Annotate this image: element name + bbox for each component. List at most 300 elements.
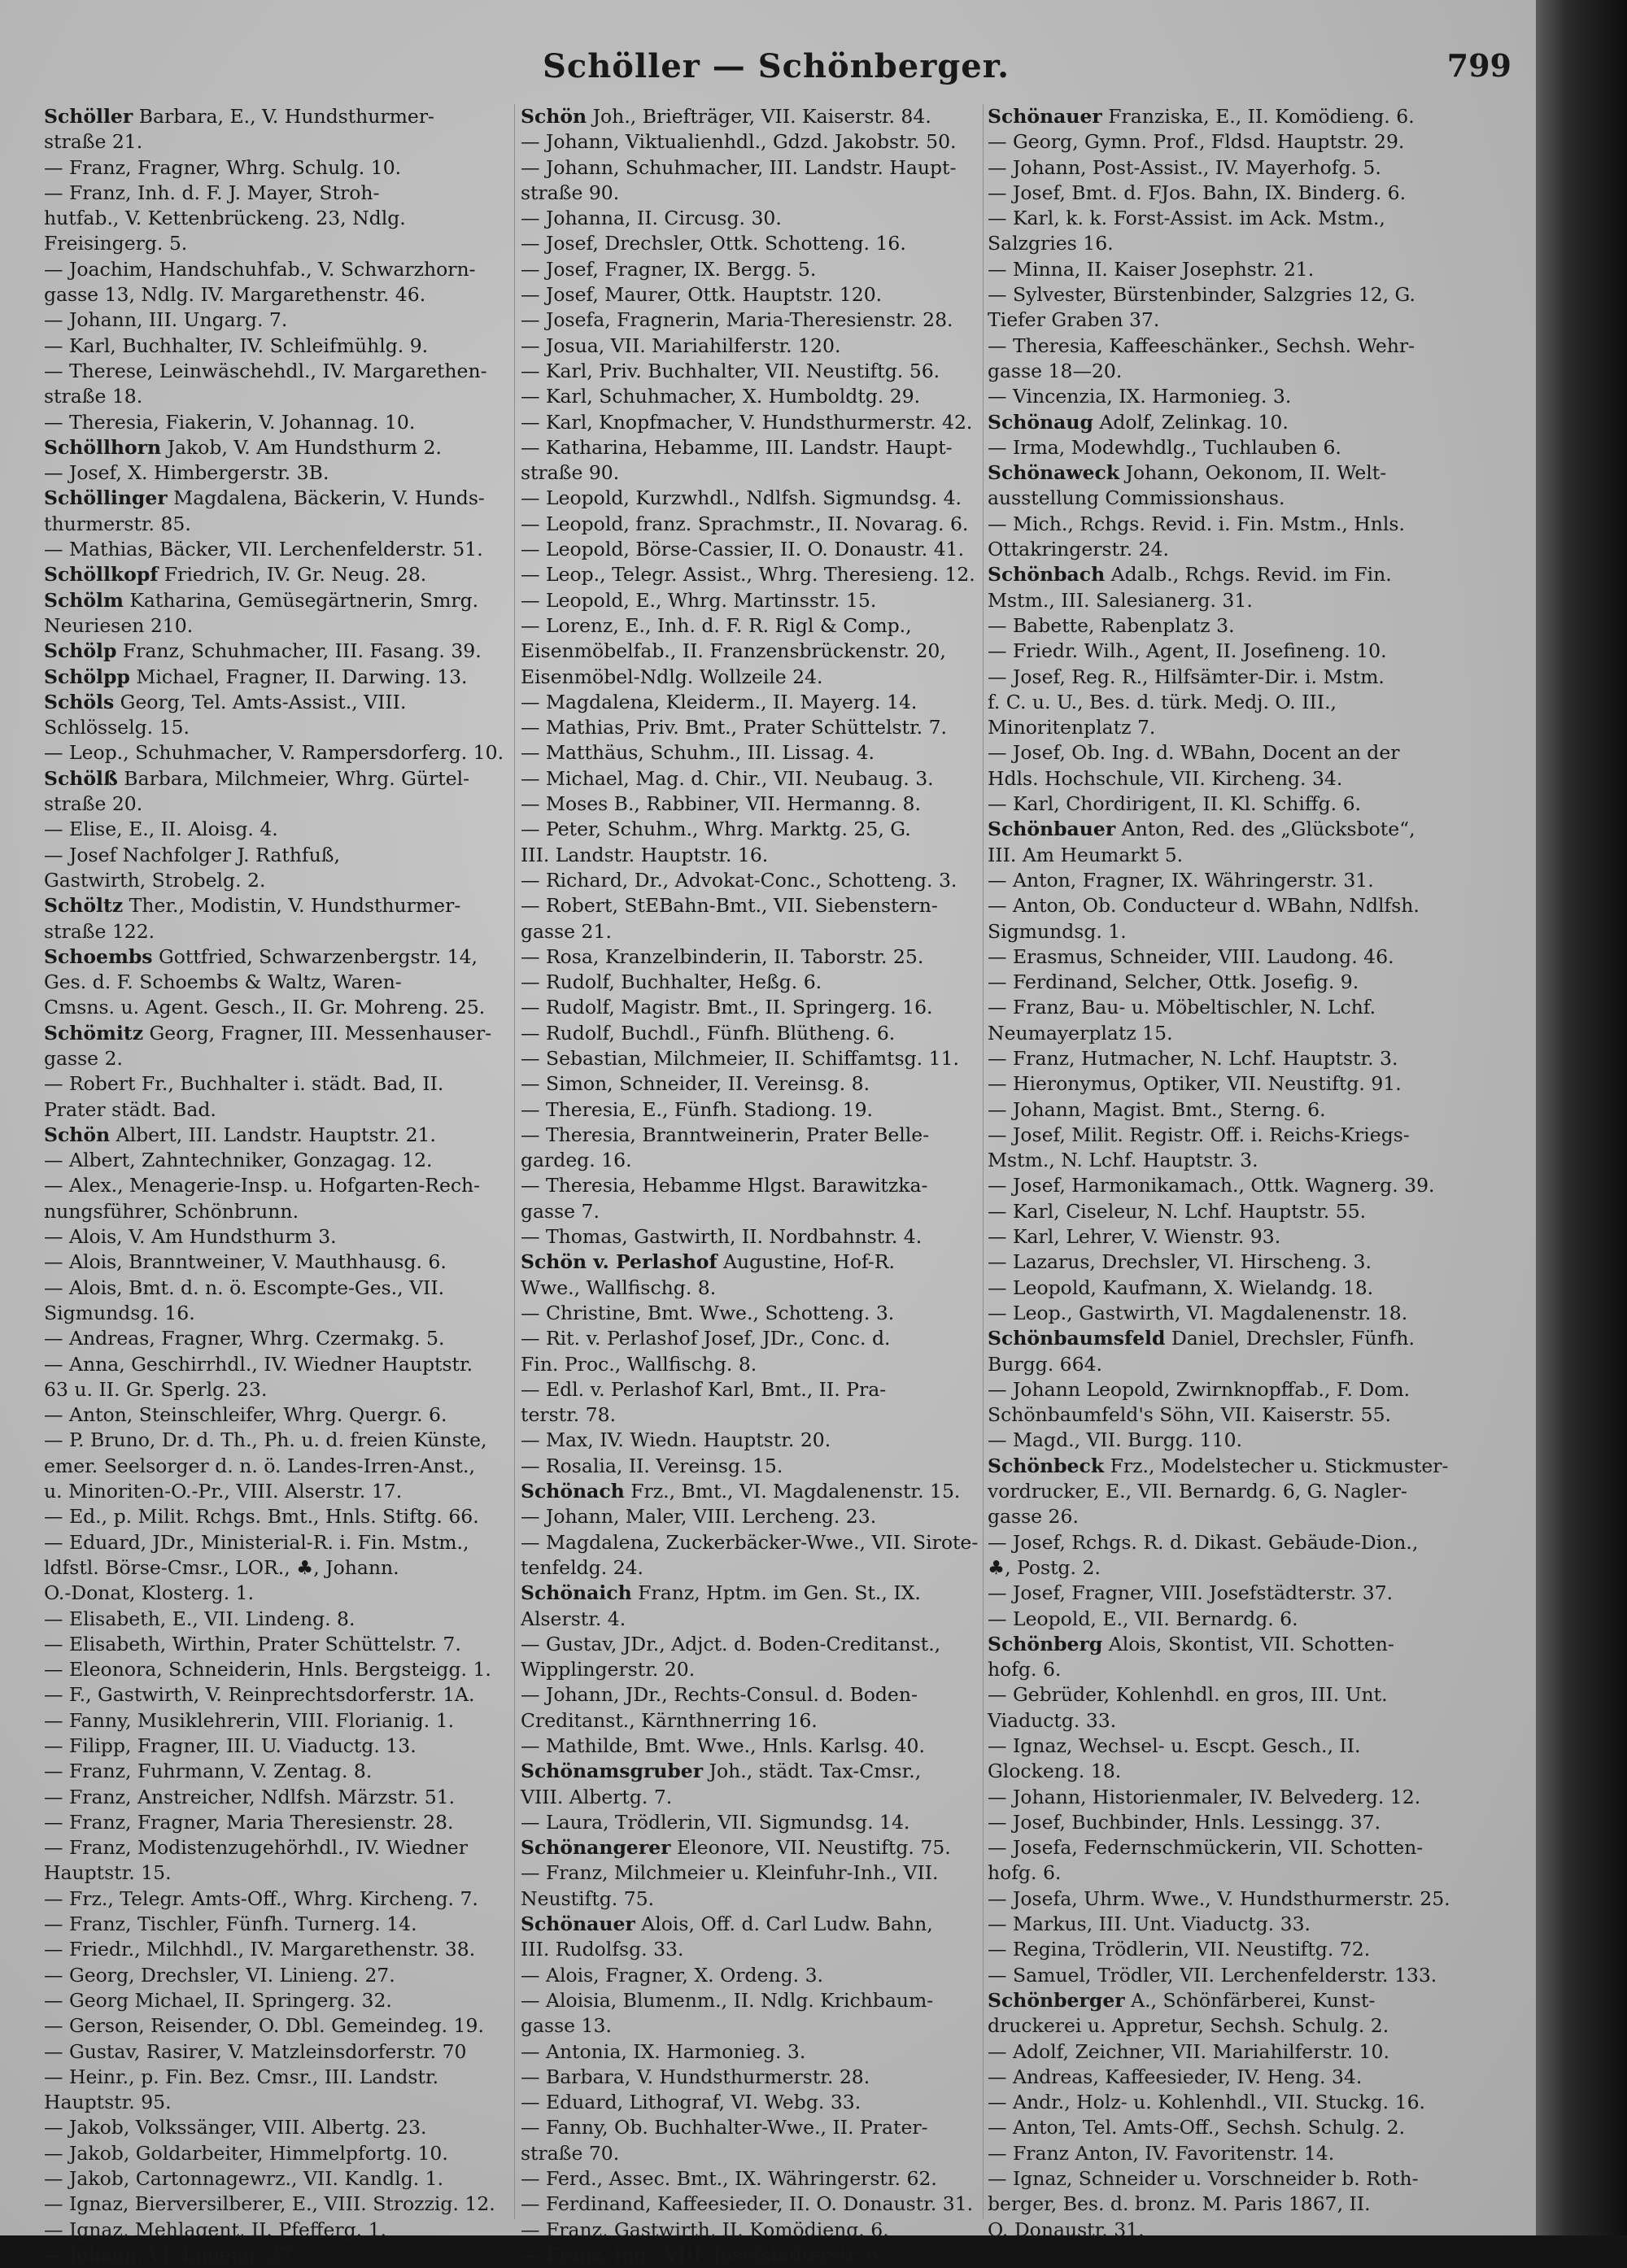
entry-text: hofg. 6. bbox=[988, 1658, 1062, 1681]
entry-text: — Alois, Bmt. d. n. ö. Escompte-Ges., VII. bbox=[44, 1276, 445, 1299]
entry-text: — Leop., Schuhmacher, V. Rampersdorferg. 10. bbox=[44, 741, 504, 765]
directory-entry bbox=[988, 766, 1524, 792]
directory-entry bbox=[988, 740, 1524, 765]
entry-text: O.-Donat, Klosterg. 1. bbox=[44, 1581, 255, 1605]
entry-text: — Aloisia, Blumenm., II. Ndlg. Krichbaum- bbox=[521, 1988, 934, 2012]
entry-text: — Georg, Gymn. Prof., Fldsd. Hauptstr. 29. bbox=[988, 130, 1405, 154]
surname-heading: Schön bbox=[44, 1123, 111, 1146]
directory-entry bbox=[988, 181, 1524, 206]
entry-text: — Jakob, Volkssänger, VIII. Albertg. 23. bbox=[44, 2116, 427, 2139]
entry-text: — Leopold, franz. Sprachmstr., II. Novarag. 6. bbox=[521, 512, 969, 535]
entry-text: — Theresia, Fiakerin, V. Johannag. 10. bbox=[44, 410, 416, 434]
entry-text: VIII. Albertg. 7. bbox=[521, 1785, 673, 1808]
entry-text: O. Donaustr. 31. bbox=[988, 2218, 1145, 2241]
entry-text: — Franz, Ing., VIII. Josefstädterstr. 6. bbox=[521, 2243, 885, 2266]
surname-heading: Schönberger bbox=[988, 1988, 1125, 2012]
entry-text: Anton, Red. des „Glücksbote“, bbox=[1115, 818, 1415, 841]
directory-entry bbox=[44, 1860, 509, 1886]
entry-text: — Franz, Bau- u. Möbeltischler, N. Lchf. bbox=[988, 996, 1376, 1019]
surname-heading: Schoembs bbox=[44, 944, 153, 968]
entry-text: Gottfried, Schwarzenbergstr. 14, bbox=[152, 944, 478, 968]
directory-entry bbox=[988, 1046, 1524, 1071]
entry-text: Burgg. 664. bbox=[988, 1352, 1102, 1376]
entry-text: — Alois, V. Am Hundsthurm 3. bbox=[44, 1225, 337, 1249]
surname-heading: Schön v. Perlashof bbox=[521, 1250, 718, 1274]
directory-entry bbox=[44, 766, 509, 792]
directory-entry bbox=[521, 1504, 992, 1529]
directory-entry bbox=[988, 792, 1524, 817]
entry-text: Frz., Modelstecher u. Stickmuster- bbox=[1104, 1454, 1449, 1477]
entry-text: — Leop., Telegr. Assist., Whrg. Theresieng. 12. bbox=[521, 563, 975, 587]
directory-entry bbox=[521, 1046, 992, 1071]
entry-text: — Andr., Holz- u. Kohlenhdl., VII. Stuckg. 16. bbox=[988, 2091, 1425, 2114]
entry-text: — Karl, Buchhalter, IV. Schleifmühlg. 9. bbox=[44, 334, 429, 357]
directory-entry bbox=[988, 817, 1524, 842]
entry-text: Albert, III. Landstr. Hauptstr. 21. bbox=[110, 1123, 436, 1146]
entry-text: Hdls. Hochschule, VII. Kircheng. 34. bbox=[988, 766, 1343, 790]
entry-text: — Elise, E., II. Aloisg. 4. bbox=[44, 818, 278, 841]
directory-entry bbox=[44, 206, 509, 231]
entry-text: — Mathias, Priv. Bmt., Prater Schüttelstr. 7. bbox=[521, 716, 948, 739]
entry-text: — Franz, Fragner, Whrg. Schulg. 10. bbox=[44, 155, 402, 179]
directory-entry bbox=[988, 512, 1524, 537]
entry-text: Schlösselg. 15. bbox=[44, 716, 190, 739]
entry-text: Hauptstr. 15. bbox=[44, 1861, 172, 1885]
entry-text: — Michael, Mag. d. Chir., VII. Neubaug. 3. bbox=[521, 766, 934, 790]
surname-heading: Schölß bbox=[44, 766, 118, 790]
directory-entry bbox=[44, 257, 509, 282]
directory-entry bbox=[988, 1402, 1524, 1428]
directory-entry bbox=[44, 2243, 509, 2268]
entry-text: — Simon, Schneider, II. Vereinsg. 8. bbox=[521, 1072, 870, 1096]
entry-text: — Vincenzia, IX. Harmonieg. 3. bbox=[988, 385, 1292, 408]
directory-entry bbox=[521, 486, 992, 511]
entry-text: straße 90. bbox=[521, 181, 620, 204]
directory-entry bbox=[44, 2013, 509, 2039]
entry-text: — Theresia, Hebamme Hlgst. Barawitzka- bbox=[521, 1174, 928, 1197]
entry-text: — Filipp, Fragner, III. U. Viaductg. 13. bbox=[44, 1734, 417, 1757]
directory-entry bbox=[44, 1454, 509, 1479]
directory-entry bbox=[521, 588, 992, 613]
directory-entry bbox=[988, 2090, 1524, 2115]
entry-text: — Johann, VI. Linieng. 27. bbox=[44, 2243, 299, 2266]
directory-entry bbox=[988, 384, 1524, 409]
directory-entry bbox=[521, 1912, 992, 1937]
entry-text: — Anton, Steinschleifer, Whrg. Quergr. 6. bbox=[44, 1403, 447, 1427]
entry-text: Franz, Schuhmacher, III. Fasang. 39. bbox=[116, 639, 482, 663]
directory-entry bbox=[521, 1988, 992, 2013]
directory-entry bbox=[44, 843, 509, 868]
directory-entry bbox=[44, 2218, 509, 2243]
surname-heading: Schöllhorn bbox=[44, 435, 162, 459]
directory-entry bbox=[988, 588, 1524, 613]
entry-text: Joh., Briefträger, VII. Kaiserstr. 84. bbox=[587, 105, 931, 128]
directory-column-2 bbox=[521, 104, 992, 2266]
directory-entry bbox=[988, 1530, 1524, 1555]
directory-entry bbox=[988, 690, 1524, 715]
directory-entry bbox=[988, 1607, 1524, 1632]
directory-entry bbox=[988, 1937, 1524, 1962]
entry-text: Ges. d. F. Schoembs & Waltz, Waren- bbox=[44, 970, 402, 994]
entry-text: — Robert, StEBahn-Bmt., VII. Siebenstern- bbox=[521, 894, 938, 918]
directory-entry bbox=[44, 155, 509, 181]
entry-text: — Laura, Trödlerin, VII. Sigmundsg. 14. bbox=[521, 1810, 910, 1834]
directory-entry bbox=[44, 181, 509, 206]
entry-text: — Magdalena, Zuckerbäcker-Wwe., VII. Sirote- bbox=[521, 1530, 979, 1554]
directory-entry bbox=[521, 1810, 992, 1835]
entry-text: — Gustav, Rasirer, V. Matzleinsdorferstr. 70 bbox=[44, 2039, 467, 2063]
directory-entry bbox=[521, 2065, 992, 2090]
entry-text: Alois, Off. d. Carl Ludw. Bahn, bbox=[635, 1913, 933, 1936]
surname-heading: Schönach bbox=[521, 1480, 625, 1503]
entry-text: — Jakob, Goldarbeiter, Himmelpfortg. 10. bbox=[44, 2141, 448, 2165]
directory-entry bbox=[988, 257, 1524, 282]
surname-heading: Schömitz bbox=[44, 1021, 144, 1045]
entry-text: terstr. 78. bbox=[521, 1403, 617, 1427]
directory-entry bbox=[521, 537, 992, 562]
directory-entry bbox=[44, 1352, 509, 1377]
directory-entry bbox=[44, 715, 509, 740]
directory-entry bbox=[521, 2141, 992, 2166]
entry-text: — Peter, Schuhm., Whrg. Marktg. 25, G. bbox=[521, 818, 911, 841]
entry-text: — Josef, Maurer, Ottk. Hauptstr. 120. bbox=[521, 283, 883, 307]
directory-entry bbox=[521, 410, 992, 435]
surname-heading: Schönbaumsfeld bbox=[988, 1327, 1166, 1350]
entry-text: — Magd., VII. Burgg. 110. bbox=[988, 1428, 1243, 1452]
directory-entry bbox=[44, 2039, 509, 2065]
directory-entry bbox=[521, 1937, 992, 1962]
entry-text: — Alois, Fragner, X. Ordeng. 3. bbox=[521, 1963, 824, 1987]
directory-entry bbox=[988, 1912, 1524, 1937]
entry-text: — Josef, Fragner, VIII. Josefstädterstr. 37. bbox=[988, 1581, 1394, 1605]
directory-entry bbox=[44, 588, 509, 613]
directory-entry bbox=[521, 282, 992, 307]
surname-heading: Schölp bbox=[44, 639, 117, 663]
entry-text: — Rosa, Kranzelbinderin, II. Taborstr. 25. bbox=[521, 944, 924, 968]
directory-entry bbox=[521, 1276, 992, 1301]
directory-entry bbox=[44, 334, 509, 359]
entry-text: — Georg, Drechsler, VI. Linieng. 27. bbox=[44, 1963, 395, 1987]
directory-entry bbox=[988, 1682, 1524, 1708]
directory-entry bbox=[988, 1988, 1524, 2013]
directory-entry bbox=[521, 181, 992, 206]
entry-text: — Johann, Historienmaler, IV. Belvederg. 12. bbox=[988, 1785, 1421, 1808]
directory-entry bbox=[44, 1912, 509, 1937]
entry-text: — Therese, Leinwäschehdl., IV. Margarethen- bbox=[44, 359, 487, 382]
directory-entry bbox=[44, 1326, 509, 1351]
directory-entry bbox=[988, 995, 1524, 1020]
entry-text: — Franz, Inh. d. F. J. Mayer, Stroh- bbox=[44, 181, 380, 204]
directory-entry bbox=[521, 1607, 992, 1632]
entry-text: — Frz., Telegr. Amts-Off., Whrg. Kircheng. 7. bbox=[44, 1886, 478, 1910]
entry-text: straße 90. bbox=[521, 461, 620, 485]
entry-text: gasse 21. bbox=[521, 919, 612, 943]
directory-entry bbox=[988, 1734, 1524, 1759]
directory-entry bbox=[521, 944, 992, 970]
entry-text: — Rudolf, Magistr. Bmt., II. Springerg. 16. bbox=[521, 996, 933, 1019]
directory-entry bbox=[521, 715, 992, 740]
entry-text: nungsführer, Schönbrunn. bbox=[44, 1199, 299, 1223]
surname-heading: Schöltz bbox=[44, 894, 124, 918]
directory-entry bbox=[44, 1123, 509, 1148]
entry-text: — Rit. v. Perlashof Josef, JDr., Conc. d. bbox=[521, 1327, 891, 1350]
entry-text: — Ferdinand, Selcher, Ottk. Josefig. 9. bbox=[988, 970, 1359, 994]
directory-entry bbox=[988, 282, 1524, 307]
directory-entry bbox=[988, 868, 1524, 893]
surname-heading: Schöller bbox=[44, 105, 133, 128]
entry-text: Salzgries 16. bbox=[988, 232, 1114, 255]
directory-entry bbox=[44, 2065, 509, 2090]
directory-entry bbox=[521, 1835, 992, 1860]
entry-text: — Johanna, II. Circusg. 30. bbox=[521, 207, 782, 230]
directory-entry bbox=[521, 2243, 992, 2268]
directory-entry bbox=[44, 435, 509, 460]
directory-entry bbox=[44, 792, 509, 817]
entry-text: Michael, Fragner, II. Darwing. 13. bbox=[129, 665, 468, 688]
directory-entry bbox=[521, 868, 992, 893]
directory-entry bbox=[521, 1581, 992, 1606]
directory-entry bbox=[988, 2039, 1524, 2065]
directory-entry bbox=[521, 1657, 992, 1682]
entry-text: Eisenmöbelfab., II. Franzensbrückenstr. 20, bbox=[521, 639, 946, 663]
directory-entry bbox=[521, 1250, 992, 1275]
directory-entry bbox=[44, 2166, 509, 2192]
entry-text: — Franz, Tischler, Fünfh. Turnerg. 14. bbox=[44, 1913, 417, 1936]
directory-entry bbox=[44, 104, 509, 129]
surname-heading: Schönauer bbox=[521, 1913, 635, 1936]
directory-entry bbox=[44, 512, 509, 537]
entry-text: Johann, Oekonom, II. Welt- bbox=[1119, 461, 1387, 485]
entry-text: Daniel, Drechsler, Fünfh. bbox=[1165, 1327, 1415, 1350]
entry-text: — Matthäus, Schuhm., III. Lissag. 4. bbox=[521, 741, 875, 765]
directory-entry bbox=[521, 1555, 992, 1581]
directory-entry bbox=[521, 1199, 992, 1224]
directory-entry bbox=[988, 460, 1524, 486]
entry-text: ♣, Postg. 2. bbox=[988, 1555, 1101, 1579]
directory-entry bbox=[44, 231, 509, 256]
entry-text: — Ignaz, Wechsel- u. Escpt. Gesch., II. bbox=[988, 1734, 1361, 1757]
directory-entry bbox=[44, 2090, 509, 2115]
directory-entry bbox=[988, 2218, 1524, 2243]
directory-entry bbox=[521, 817, 992, 842]
entry-text: — Leopold, Kaufmann, X. Wielandg. 18. bbox=[988, 1276, 1374, 1299]
entry-text: 63 u. II. Gr. Sperlg. 23. bbox=[44, 1377, 268, 1401]
entry-text: — Elisabeth, E., VII. Lindeng. 8. bbox=[44, 1607, 355, 1630]
surname-heading: Schönberg bbox=[988, 1632, 1103, 1655]
directory-entry bbox=[521, 2192, 992, 2217]
directory-entry bbox=[521, 919, 992, 944]
entry-text: Adalb., Rchgs. Revid. im Fin. bbox=[1105, 563, 1392, 587]
entry-text: — Anton, Fragner, IX. Währingerstr. 31. bbox=[988, 868, 1374, 892]
entry-text: — Heinr., p. Fin. Bez. Cmsr., III. Landstr. bbox=[44, 2065, 439, 2088]
directory-entry bbox=[988, 2192, 1524, 2217]
entry-text: — Karl, k. k. Forst-Assist. im Ack. Mstm., bbox=[988, 207, 1385, 230]
entry-text: ldfstl. Börse-Cmsr., LOR., ♣, Johann. bbox=[44, 1555, 399, 1579]
directory-entry bbox=[521, 104, 992, 129]
entry-text: Minoritenplatz 7. bbox=[988, 716, 1156, 739]
directory-entry bbox=[521, 1352, 992, 1377]
directory-entry bbox=[521, 613, 992, 639]
directory-entry bbox=[988, 843, 1524, 868]
directory-entry bbox=[988, 1148, 1524, 1173]
directory-entry bbox=[521, 2013, 992, 2039]
entry-text: — Franz, Fuhrmann, V. Zentag. 8. bbox=[44, 1760, 373, 1783]
surname-heading: Schönbach bbox=[988, 563, 1106, 587]
directory-entry bbox=[44, 919, 509, 944]
directory-entry bbox=[44, 1428, 509, 1453]
directory-entry bbox=[521, 1224, 992, 1250]
directory-entry bbox=[521, 257, 992, 282]
directory-entry bbox=[521, 2166, 992, 2192]
entry-text: — Franz, Hutmacher, N. Lchf. Hauptstr. 3. bbox=[988, 1046, 1398, 1070]
directory-entry bbox=[988, 104, 1524, 129]
directory-entry bbox=[44, 613, 509, 639]
directory-entry bbox=[988, 715, 1524, 740]
entry-text: vordrucker, E., VII. Bernardg. 6, G. Nagler- bbox=[988, 1480, 1407, 1503]
entry-text: — Karl, Ciseleur, N. Lchf. Hauptstr. 55. bbox=[988, 1199, 1367, 1223]
directory-entry bbox=[988, 1173, 1524, 1198]
entry-text: Prater städt. Bad. bbox=[44, 1097, 216, 1121]
entry-text: Jakob, V. Am Hundsthurm 2. bbox=[161, 435, 442, 459]
directory-entry bbox=[44, 1785, 509, 1810]
directory-entry bbox=[988, 410, 1524, 435]
directory-entry bbox=[521, 843, 992, 868]
directory-entry bbox=[988, 435, 1524, 460]
directory-entry bbox=[44, 410, 509, 435]
directory-entry bbox=[988, 1428, 1524, 1453]
directory-entry bbox=[521, 1148, 992, 1173]
directory-entry bbox=[44, 1530, 509, 1555]
entry-text: Glockeng. 18. bbox=[988, 1760, 1122, 1783]
surname-heading: Schönaich bbox=[521, 1581, 632, 1605]
entry-text: — Georg Michael, II. Springerg. 32. bbox=[44, 1988, 392, 2012]
entry-text: — Babette, Rabenplatz 3. bbox=[988, 613, 1235, 637]
directory-entry bbox=[988, 1123, 1524, 1148]
directory-entry bbox=[521, 740, 992, 765]
directory-entry bbox=[988, 1632, 1524, 1657]
directory-entry bbox=[521, 334, 992, 359]
entry-text: gasse 2. bbox=[44, 1046, 123, 1070]
entry-text: — Elisabeth, Wirthin, Prater Schüttelstr. 7. bbox=[44, 1632, 461, 1655]
entry-text: — Gustav, JDr., Adjct. d. Boden-Creditanst., bbox=[521, 1632, 941, 1655]
entry-text: — Eduard, Lithograf, VI. Webg. 33. bbox=[521, 2091, 861, 2114]
directory-entry bbox=[44, 359, 509, 384]
entry-text: — Johann Leopold, Zwirnknopffab., F. Dom. bbox=[988, 1377, 1411, 1401]
directory-entry bbox=[521, 1682, 992, 1708]
entry-text: — Johann, Viktualienhdl., Gdzd. Jakobstr. 50. bbox=[521, 130, 957, 154]
entry-text: — Richard, Dr., Advokat-Conc., Schotteng. 3. bbox=[521, 868, 957, 892]
entry-text: — Andreas, Fragner, Whrg. Czermakg. 5. bbox=[44, 1327, 445, 1350]
entry-text: Barbara, E., V. Hundsthurmer- bbox=[133, 105, 435, 128]
directory-entry bbox=[521, 384, 992, 409]
directory-entry bbox=[988, 155, 1524, 181]
directory-entry bbox=[988, 2013, 1524, 2039]
entry-text: — Josef, Ob. Ing. d. WBahn, Docent an der bbox=[988, 741, 1400, 765]
directory-entry bbox=[44, 893, 509, 918]
entry-text: — Karl, Knopfmacher, V. Hundsthurmerstr. 42. bbox=[521, 410, 973, 434]
entry-text: — Josefa, Uhrm. Wwe., V. Hundsthurmerstr. 25. bbox=[988, 1886, 1450, 1910]
entry-text: — Johann, JDr., Rechts-Consul. d. Boden- bbox=[521, 1683, 918, 1707]
directory-entry bbox=[988, 613, 1524, 639]
entry-text: — Josef, X. Himbergerstr. 3B. bbox=[44, 461, 329, 485]
directory-entry bbox=[44, 1988, 509, 2013]
directory-entry bbox=[988, 486, 1524, 511]
surname-heading: Schöllkopf bbox=[44, 563, 159, 587]
directory-entry bbox=[44, 2141, 509, 2166]
directory-entry bbox=[521, 2039, 992, 2065]
directory-entry bbox=[44, 1657, 509, 1682]
directory-entry bbox=[44, 1581, 509, 1606]
entry-text: — Minna, II. Kaiser Josephstr. 21. bbox=[988, 257, 1315, 281]
directory-entry bbox=[44, 1963, 509, 1988]
directory-entry bbox=[988, 1071, 1524, 1097]
directory-entry bbox=[44, 1555, 509, 1581]
entry-text: — Christine, Bmt. Wwe., Schotteng. 3. bbox=[521, 1301, 895, 1324]
entry-text: — Josef, Bmt. d. FJos. Bahn, IX. Binderg. 6. bbox=[988, 181, 1407, 204]
entry-text: Sigmundsg. 1. bbox=[988, 919, 1127, 943]
directory-entry bbox=[521, 562, 992, 587]
entry-text: Katharina, Gemüsegärtnerin, Smrg. bbox=[123, 588, 479, 612]
entry-text: Georg, Tel. Amts-Assist., VIII. bbox=[114, 690, 407, 713]
entry-text: — Karl, Priv. Buchhalter, VII. Neustiftg. 56. bbox=[521, 359, 940, 382]
directory-entry bbox=[44, 384, 509, 409]
directory-entry bbox=[988, 944, 1524, 970]
entry-text: — Alois, Branntweiner, V. Mauthhausg. 6. bbox=[44, 1250, 447, 1274]
entry-text: Eisenmöbel-Ndlg. Wollzeile 24. bbox=[521, 665, 823, 688]
entry-text: — Theresia, Branntweinerin, Prater Belle- bbox=[521, 1123, 930, 1146]
entry-text: straße 70. bbox=[521, 2141, 620, 2165]
entry-text: A., Schönfärberei, Kunst- bbox=[1124, 1988, 1376, 2012]
directory-entry bbox=[521, 1860, 992, 1886]
directory-entry bbox=[521, 1326, 992, 1351]
directory-entry bbox=[521, 766, 992, 792]
directory-entry bbox=[988, 1454, 1524, 1479]
entry-text: Frz., Bmt., VI. Magdalenenstr. 15. bbox=[624, 1480, 961, 1503]
directory-entry bbox=[988, 1479, 1524, 1504]
entry-text: Eleonore, VII. Neustiftg. 75. bbox=[670, 1836, 951, 1860]
directory-entry bbox=[521, 307, 992, 333]
directory-entry bbox=[521, 1530, 992, 1555]
entry-text: — Adolf, Zeichner, VII. Mariahilferstr. 10. bbox=[988, 2039, 1389, 2063]
directory-entry bbox=[988, 1097, 1524, 1123]
directory-entry bbox=[44, 1682, 509, 1708]
entry-text: — Fanny, Ob. Buchhalter-Wwe., II. Prater- bbox=[521, 2116, 928, 2139]
directory-entry bbox=[521, 2090, 992, 2115]
surname-heading: Schöllinger bbox=[44, 486, 168, 510]
entry-text: — Karl, Lehrer, V. Wienstr. 93. bbox=[988, 1225, 1281, 1249]
directory-entry bbox=[521, 359, 992, 384]
entry-text: — Theresia, E., Fünfh. Stadiong. 19. bbox=[521, 1097, 874, 1121]
directory-entry bbox=[521, 970, 992, 995]
entry-text: — Friedr., Milchhdl., IV. Margarethenstr. 38. bbox=[44, 1938, 476, 1961]
entry-text: — Leopold, E., Whrg. Martinsstr. 15. bbox=[521, 588, 877, 612]
directory-entry bbox=[988, 893, 1524, 918]
directory-entry bbox=[521, 155, 992, 181]
directory-entry bbox=[988, 206, 1524, 231]
surname-heading: Schönangerer bbox=[521, 1836, 671, 1860]
directory-entry bbox=[521, 1428, 992, 1453]
entry-text: — Rudolf, Buchhalter, Heßg. 6. bbox=[521, 970, 822, 994]
directory-entry bbox=[44, 1607, 509, 1632]
directory-entry bbox=[44, 1632, 509, 1657]
directory-entry bbox=[44, 740, 509, 765]
directory-entry bbox=[988, 2141, 1524, 2166]
entry-text: Augustine, Hof-R. bbox=[717, 1250, 895, 1274]
directory-entry bbox=[988, 1224, 1524, 1250]
entry-text: gardeg. 16. bbox=[521, 1149, 632, 1172]
entry-text: Tiefer Graben 37. bbox=[988, 308, 1160, 332]
directory-entry bbox=[988, 307, 1524, 333]
